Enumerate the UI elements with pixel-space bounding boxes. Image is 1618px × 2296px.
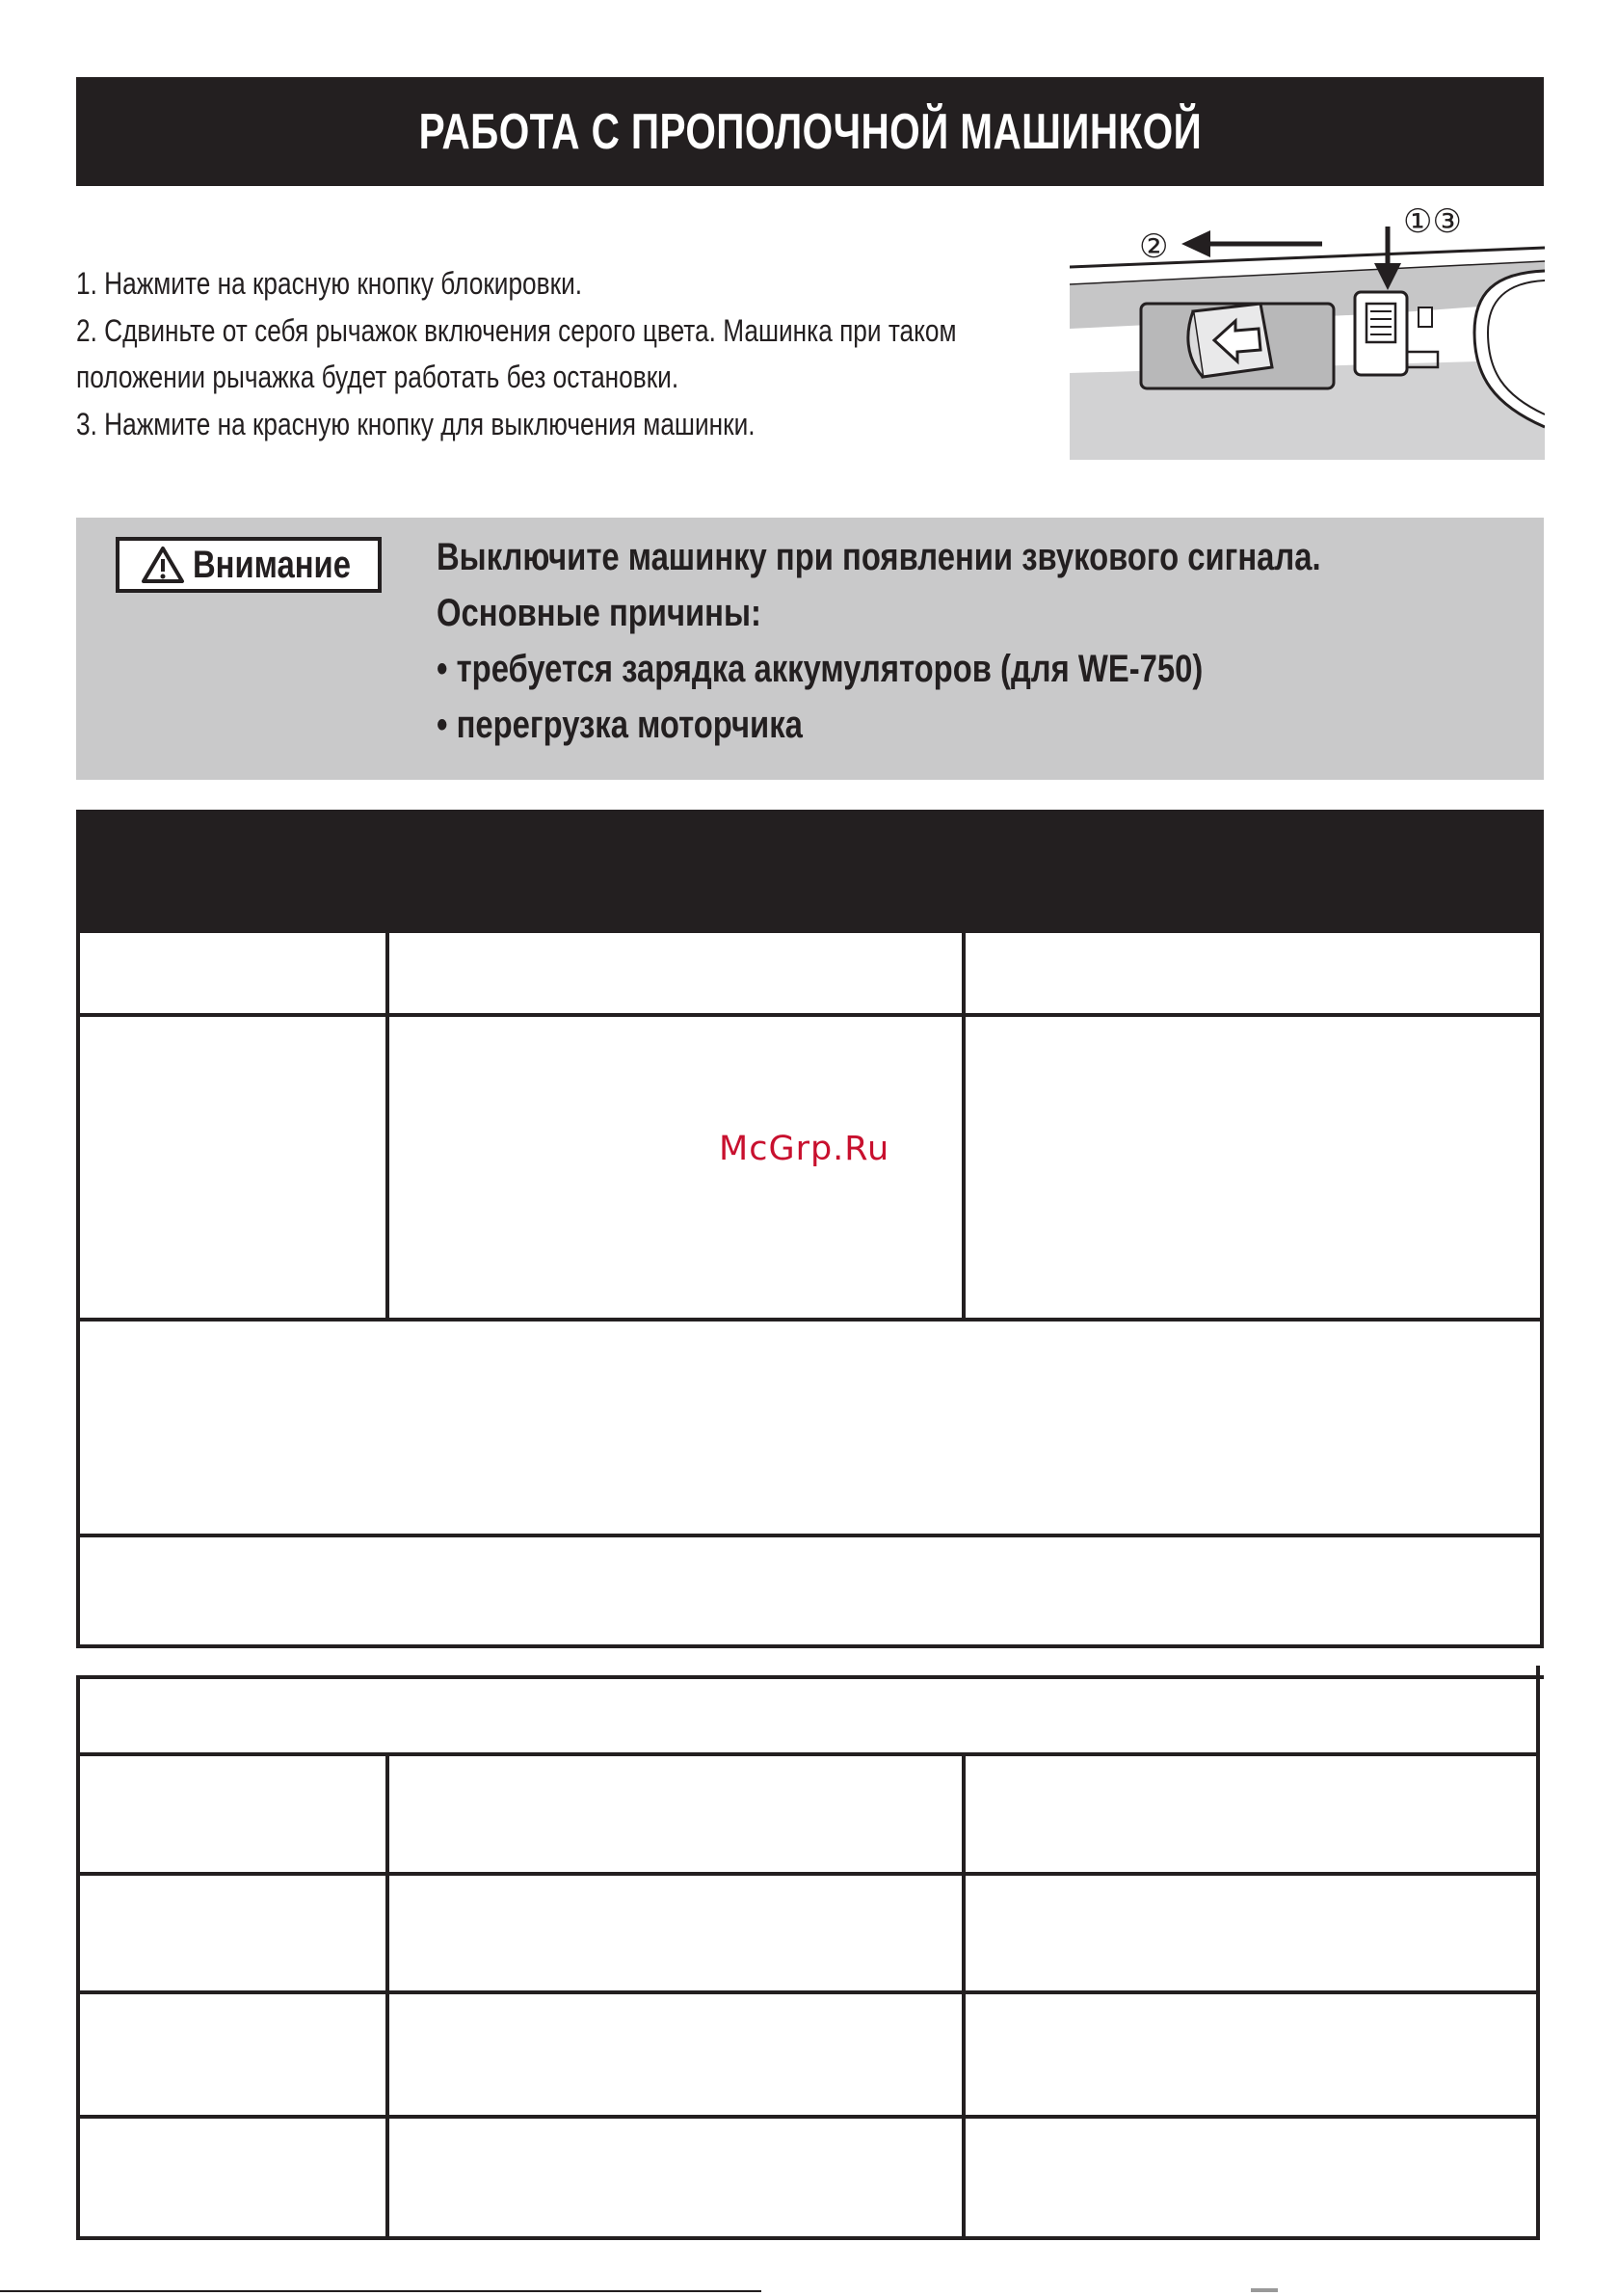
warning-line-1: Выключите машинку при появлении звукового сигнала. — [437, 536, 1321, 578]
warning-line-4: • перегрузка моторчика — [437, 704, 803, 746]
warning-line-3: • требуется зарядка аккумуляторов (для WE-750) — [437, 648, 1204, 690]
warning-line-2: Основные причины: — [437, 592, 761, 634]
table-1-header — [76, 810, 1544, 933]
illustration-label-left: ② — [1139, 227, 1169, 266]
arrow-left-icon — [1181, 230, 1322, 257]
instruction-step-2-cont: положении рычажка будет работать без остановки. — [76, 360, 679, 394]
switch-lever-icon — [1188, 304, 1272, 377]
warning-badge-label: Внимание — [193, 543, 351, 586]
switch-illustration — [1070, 198, 1545, 460]
page-header — [76, 77, 1544, 186]
footer-mark — [1251, 2288, 1278, 2292]
warning-badge — [116, 537, 382, 593]
instruction-step-1: 1. Нажмите на красную кнопку блокировки. — [76, 266, 583, 301]
illustration-label-right: ①③ — [1403, 202, 1462, 241]
footer-rule — [0, 2290, 761, 2292]
warning-panel — [76, 518, 1544, 780]
instruction-step-3: 3. Нажмите на красную кнопку для выключения машинки. — [76, 406, 756, 441]
page-title: РАБОТА С ПРОПОЛОЧНОЙ МАШИНКОЙ — [418, 103, 1202, 160]
instruction-list — [76, 260, 1021, 447]
warning-text — [437, 529, 1515, 753]
warning-triangle-icon — [141, 546, 185, 584]
watermark: McGrp.Ru — [719, 1130, 890, 1168]
instruction-step-2: 2. Сдвиньте от себя рычажок включения серого цвета. Машинка при таком — [76, 312, 957, 348]
